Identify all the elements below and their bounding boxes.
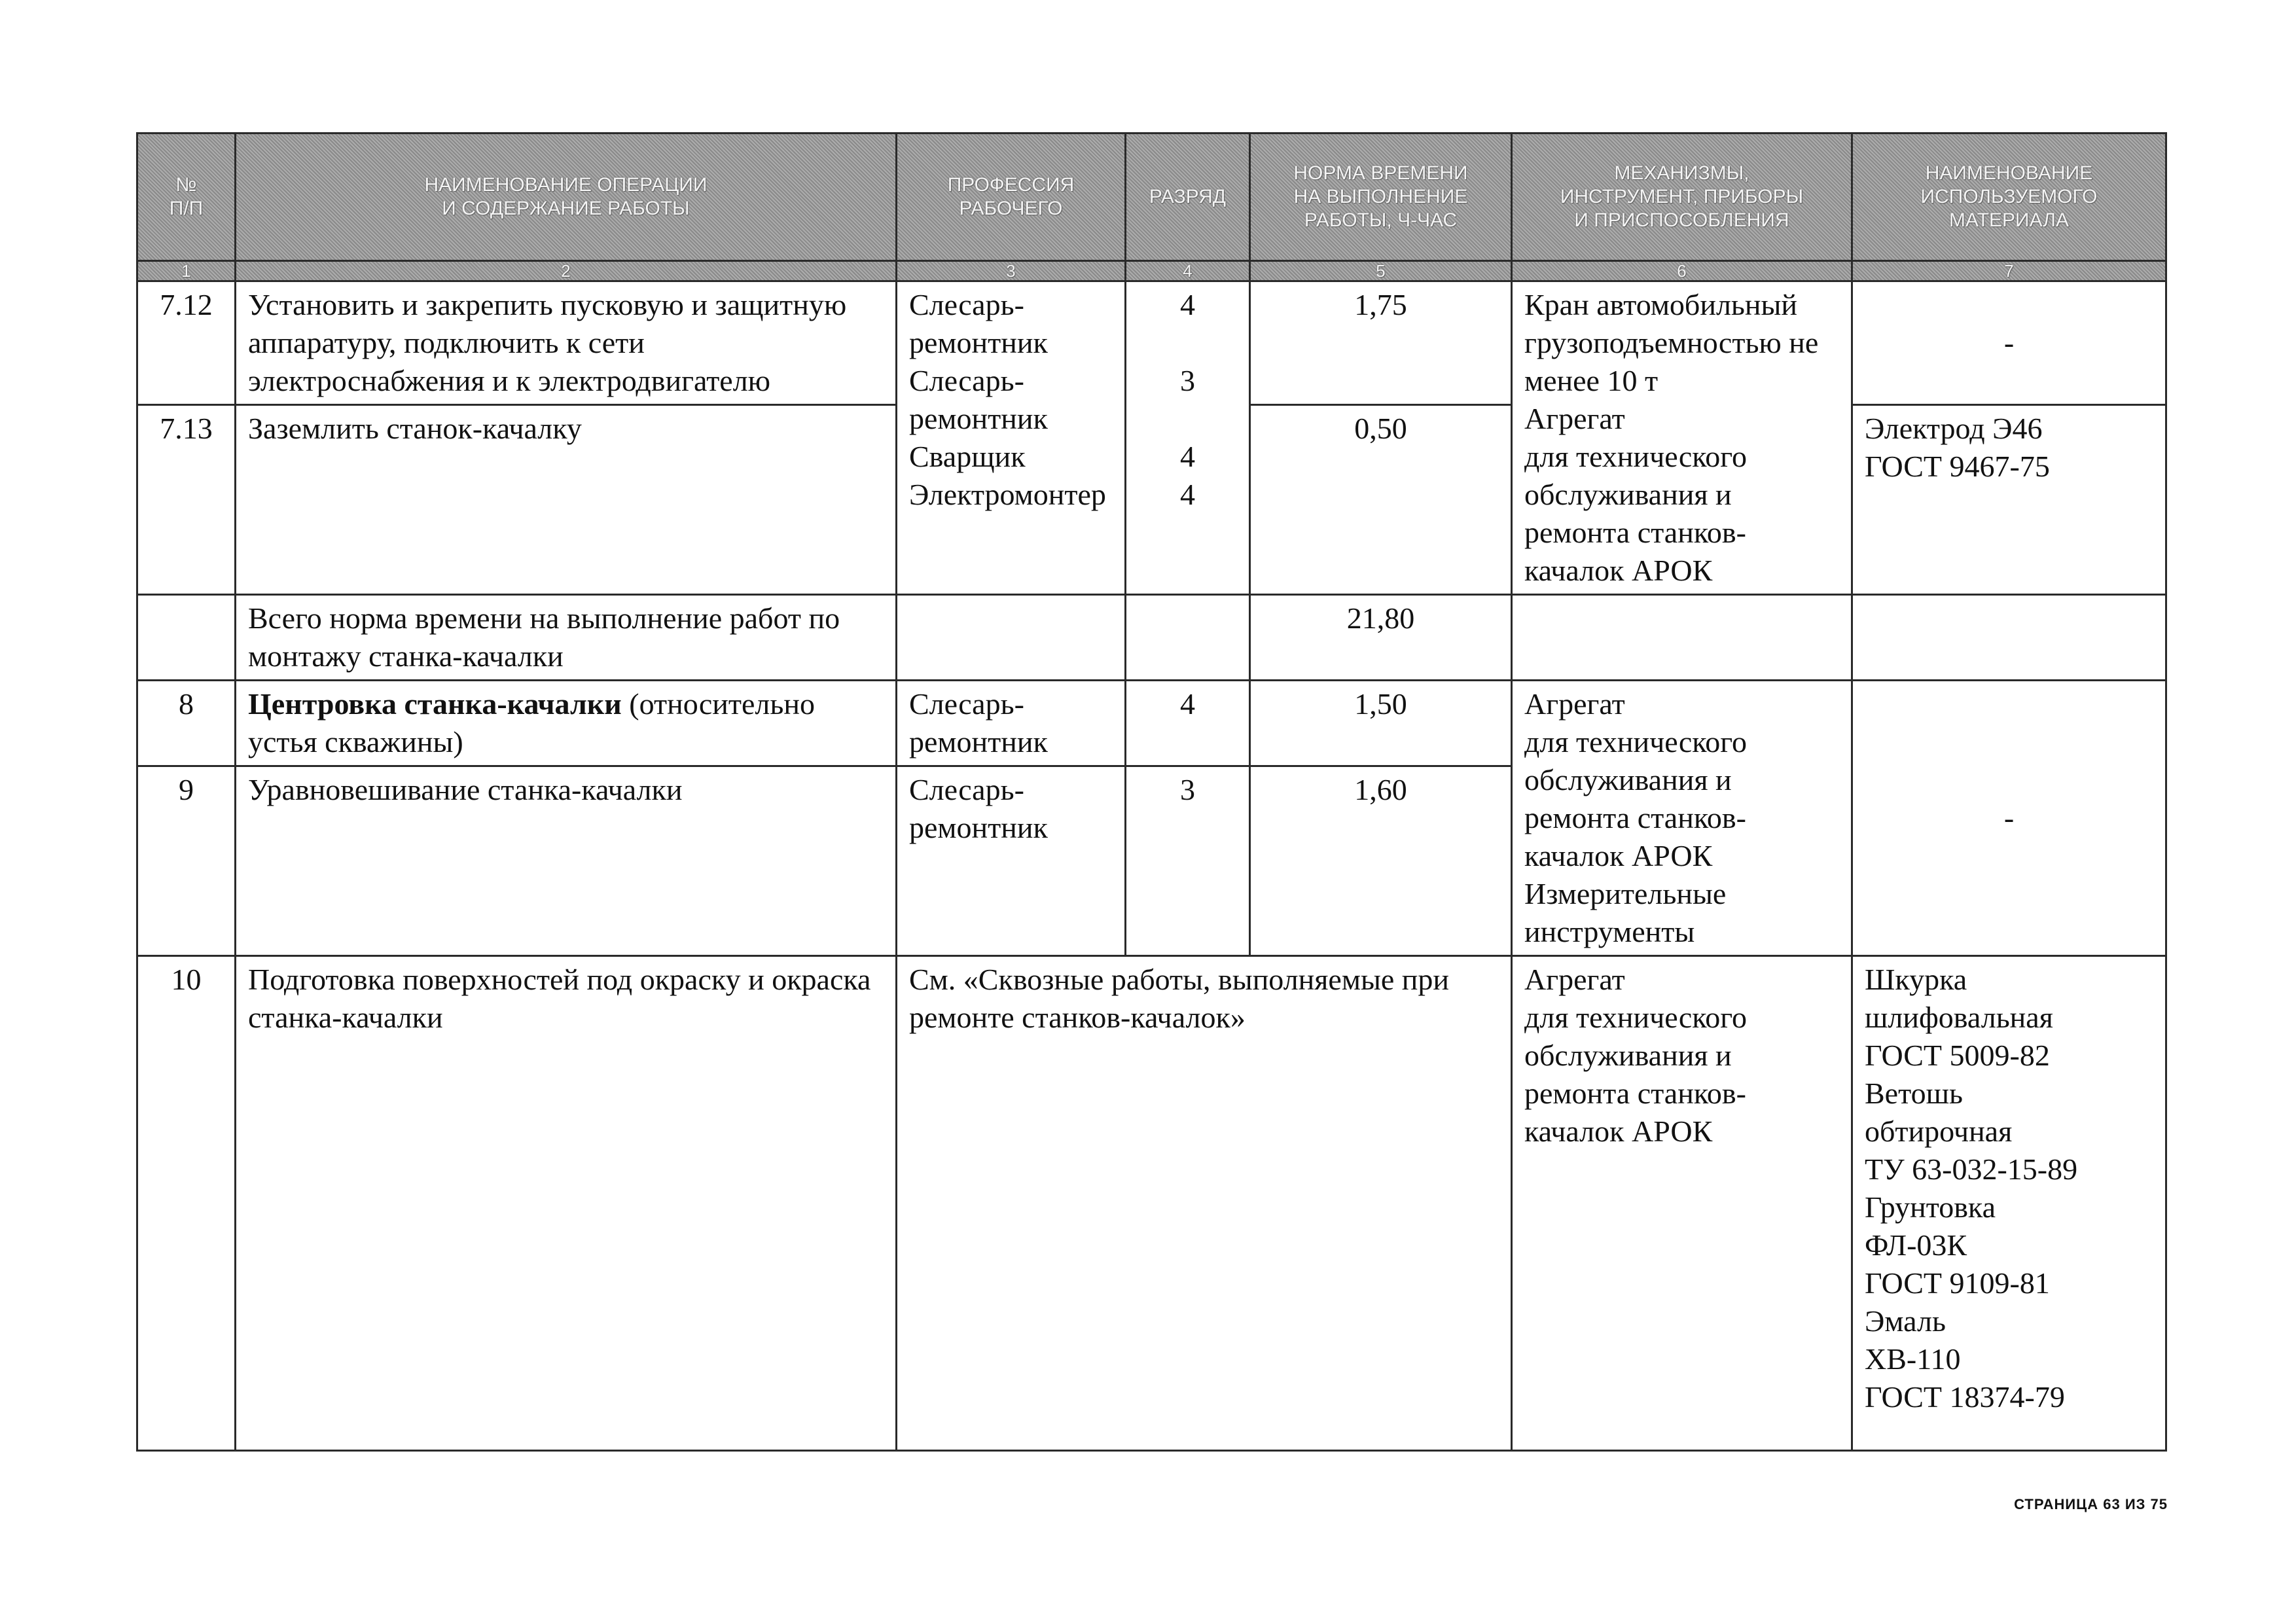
table-header-row [137,134,2166,261]
column-number: 3 [897,261,1126,281]
header-mechanisms: МЕХАНИЗМЫ, ИНСТРУМЕНТ, ПРИБОРЫ И ПРИСПОСОБЛЕНИЯ [1512,134,1852,261]
table-row-7-12 [137,281,2166,405]
column-number: 4 [1126,261,1250,281]
header-material: НАИМЕНОВАНИЕ ИСПОЛЬЗУЕМОГО МАТЕРИАЛА [1852,134,2166,261]
grade: 4 [1126,681,1250,766]
operation-title: Центровка станка-качалки [248,687,622,721]
time-norm: 1,50 [1250,681,1512,766]
mechanisms-list: Агрегат для технического обслуживания и ремонта станков- качалок АРОК [1512,956,1852,1451]
operation-note: (относительно устья скважины) [248,687,815,758]
operation-text [236,681,897,766]
row-number: 8 [137,681,236,766]
row-number: 7.13 [137,405,236,595]
mechanisms-list: Агрегат для технического обслуживания и ремонта станков- качалок АРОК Измерительные инструменты [1512,681,1852,956]
operations-table [136,132,2167,1452]
empty-cell [1852,595,2166,681]
header-profession: ПРОФЕССИЯ РАБОЧЕГО [897,134,1126,261]
empty-cell [897,595,1126,681]
operation-text: Подготовка поверхностей под окраску и окраска станка-качалки [236,956,897,1451]
profession: Слесарь- ремонтник [897,766,1126,956]
profession: Слесарь- ремонтник [897,681,1126,766]
row-number: 10 [137,956,236,1451]
mechanisms-list: Кран автомобильный грузоподъемностью не менее 10 т Агрегат для технического обслуживания и ремонта станков- качалок АРОК [1512,281,1852,595]
column-number: 2 [236,261,897,281]
material-text: Электрод Э46 ГОСТ 9467-75 [1852,405,2166,595]
table-row-10 [137,956,2166,1451]
time-norm: 1,60 [1250,766,1512,956]
row-number: 7.12 [137,281,236,405]
see-reference: См. «Сквозные работы, выполняемые при ремонте станков-качалок» [897,956,1512,1451]
operation-text: Заземлить станок-качалку [236,405,897,595]
operation-text: Установить и закрепить пусковую и защитную аппаратуру, подключить к сети электроснабжения и к электродвигателю [236,281,897,405]
material-dash: - [1852,681,2166,956]
row-number-empty [137,595,236,681]
header-operation: НАИМЕНОВАНИЕ ОПЕРАЦИИ И СОДЕРЖАНИЕ РАБОТЫ [236,134,897,261]
total-time: 21,80 [1250,595,1512,681]
empty-cell [1126,595,1250,681]
grade: 3 [1126,766,1250,956]
page-number: СТРАНИЦА 63 ИЗ 75 [2014,1496,2168,1512]
header-grade: РАЗРЯД [1126,134,1250,261]
profession-list: Слесарь- ремонтник Слесарь- ремонтник Сварщик Электромонтер [897,281,1126,595]
row-number: 9 [137,766,236,956]
grade-list: 4 3 4 4 [1126,281,1250,595]
column-number-row [137,261,2166,281]
table-row-total [137,595,2166,681]
material-list: Шкурка шлифовальная ГОСТ 5009-82 Ветошь обтирочная ТУ 63-032-15-89 Грунтовка ФЛ-03К ГОСТ 9109-81 Эмаль ХВ-110 ГОСТ 18374-79 [1852,956,2166,1451]
column-number: 1 [137,261,236,281]
time-norm: 1,75 [1250,281,1512,405]
header-time-norm: НОРМА ВРЕМЕНИ НА ВЫПОЛНЕНИЕ РАБОТЫ, Ч-ЧАС [1250,134,1512,261]
column-number: 6 [1512,261,1852,281]
material-dash: - [1852,281,2166,405]
operation-text: Уравновешивание станка-качалки [236,766,897,956]
time-norm: 0,50 [1250,405,1512,595]
table-row-8 [137,681,2166,766]
header-number: № П/П [137,134,236,261]
total-label: Всего норма времени на выполнение работ по монтажу станка-качалки [236,595,897,681]
column-number: 7 [1852,261,2166,281]
column-number: 5 [1250,261,1512,281]
empty-cell [1512,595,1852,681]
